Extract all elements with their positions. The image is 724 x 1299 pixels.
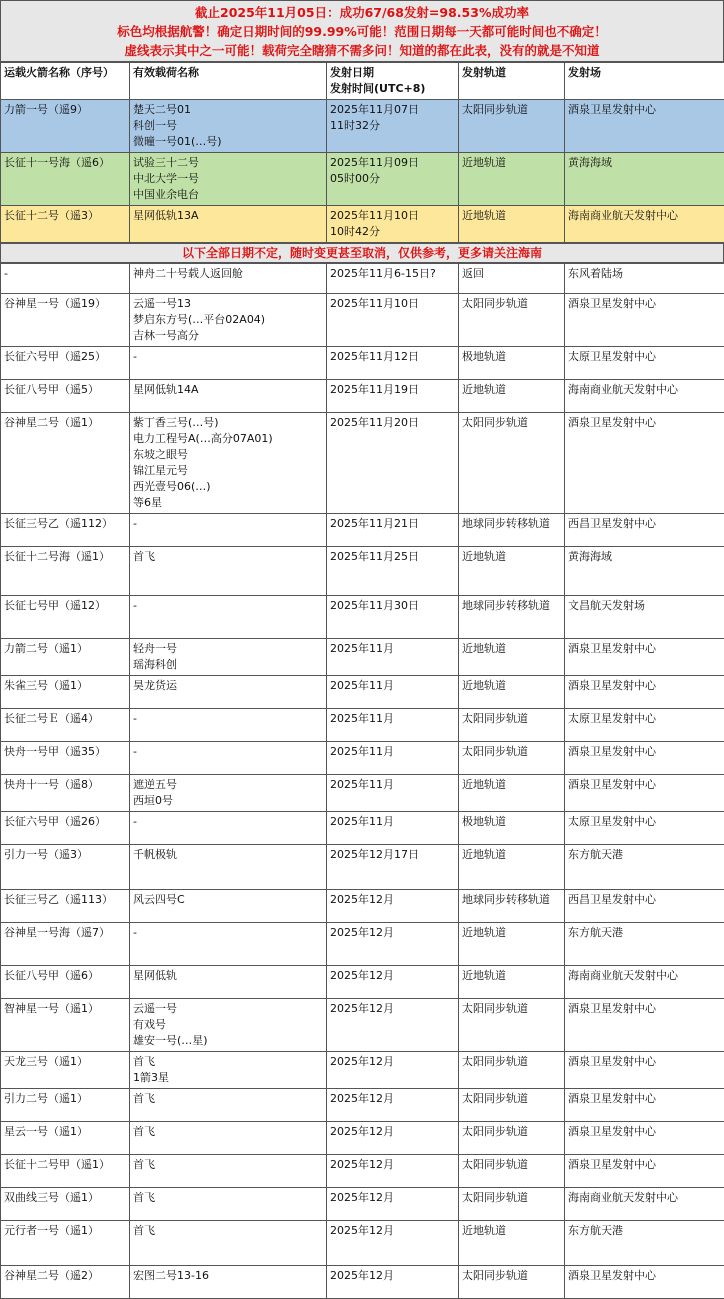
cell-date bbox=[327, 547, 459, 596]
cell-line: 科创一号 bbox=[133, 118, 323, 134]
table-row bbox=[1, 1155, 724, 1188]
cell-orbit: 太阳同步轨道 bbox=[459, 294, 565, 347]
cell-payload bbox=[130, 890, 327, 923]
cell-orbit: 太阳同步轨道 bbox=[459, 1122, 565, 1155]
cell-line: 2025年11月 bbox=[330, 711, 455, 727]
cell-line: 2025年12月 bbox=[330, 1268, 455, 1284]
cell-rocket: 朱雀三号（遥1） bbox=[1, 676, 130, 709]
cell-date bbox=[327, 709, 459, 742]
cell-line: 2025年12月 bbox=[330, 925, 455, 941]
cell-date bbox=[327, 742, 459, 775]
cell-rocket: 双曲线三号（遥1） bbox=[1, 1188, 130, 1221]
cell-line: 梦启东方号(…平台02A04) bbox=[133, 312, 323, 328]
cell-date bbox=[327, 775, 459, 812]
cell-orbit: 近地轨道 bbox=[459, 845, 565, 890]
cell-line: 首飞 bbox=[133, 1157, 323, 1173]
cell-rocket: 长征二号Ｅ（遥4） bbox=[1, 709, 130, 742]
cell-rocket: 长征三号乙（遥112） bbox=[1, 514, 130, 547]
cell-line: 2025年11月10日 bbox=[330, 296, 455, 312]
cell-payload bbox=[130, 966, 327, 999]
cell-line: 微曈一号01(…号) bbox=[133, 134, 323, 150]
cell-line: 风云四号C bbox=[133, 892, 323, 908]
cell-orbit: 太阳同步轨道 bbox=[459, 100, 565, 153]
table-row bbox=[1, 676, 724, 709]
cell-site: 酒泉卫星发射中心 bbox=[565, 1089, 724, 1122]
cell-rocket: 快舟十一号（遥8） bbox=[1, 775, 130, 812]
cell-payload bbox=[130, 514, 327, 547]
cell-line: 2025年12月 bbox=[330, 1124, 455, 1140]
cell-line: 2025年11月19日 bbox=[330, 382, 455, 398]
cell-orbit: 太阳同步轨道 bbox=[459, 742, 565, 775]
cell-orbit: 太阳同步轨道 bbox=[459, 709, 565, 742]
cell-line: 首飞 bbox=[133, 1054, 323, 1070]
cell-rocket: 谷神星一号海（遥7） bbox=[1, 923, 130, 966]
cell-site: 酒泉卫星发射中心 bbox=[565, 775, 724, 812]
cell-payload bbox=[130, 812, 327, 845]
cell-date bbox=[327, 1089, 459, 1122]
cell-payload bbox=[130, 1089, 327, 1122]
cell-date bbox=[327, 347, 459, 380]
table-row bbox=[1, 923, 724, 966]
cell-line: 西光壹号06(…) bbox=[133, 479, 323, 495]
cell-line: 2025年11月 bbox=[330, 814, 455, 830]
cell-line: 11时32分 bbox=[330, 118, 455, 134]
cell-rocket: 谷神星一号（遥19） bbox=[1, 294, 130, 347]
cell-date bbox=[327, 1122, 459, 1155]
summary-line: 截止2025年11月05日：成功67/68发射=98.53%成功率 bbox=[1, 1, 723, 22]
cell-orbit: 极地轨道 bbox=[459, 347, 565, 380]
title-banner bbox=[0, 0, 724, 62]
cell-line: 楚天二号01 bbox=[133, 102, 323, 118]
cell-line: 2025年11月 bbox=[330, 678, 455, 694]
table-row bbox=[1, 206, 724, 243]
cell-date bbox=[327, 1188, 459, 1221]
cell-site: 太原卫星发射中心 bbox=[565, 709, 724, 742]
cell-rocket: 长征八号甲（遥6） bbox=[1, 966, 130, 999]
cell-payload bbox=[130, 347, 327, 380]
cell-site: 西昌卫星发射中心 bbox=[565, 514, 724, 547]
cell-site: 东方航天港 bbox=[565, 845, 724, 890]
cell-line: 云遥一号13 bbox=[133, 296, 323, 312]
cell-line: 2025年12月 bbox=[330, 1001, 455, 1017]
cell-payload bbox=[130, 845, 327, 890]
cell-rocket: 长征六号甲（遥26） bbox=[1, 812, 130, 845]
cell-payload bbox=[130, 923, 327, 966]
cell-rocket: 长征十二号甲（遥1） bbox=[1, 1155, 130, 1188]
cell-payload bbox=[130, 206, 327, 243]
cell-line: 2025年11月21日 bbox=[330, 516, 455, 532]
cell-rocket: 长征八号甲（遥5） bbox=[1, 380, 130, 413]
cell-orbit: 太阳同步轨道 bbox=[459, 999, 565, 1052]
col-orbit: 发射轨道 bbox=[459, 63, 565, 100]
cell-date bbox=[327, 264, 459, 294]
cell-orbit: 太阳同步轨道 bbox=[459, 1266, 565, 1299]
cell-rocket: 快舟一号甲（遥35） bbox=[1, 742, 130, 775]
cell-line: 1箭3星 bbox=[133, 1070, 323, 1086]
cell-rocket: 天龙三号（遥1） bbox=[1, 1052, 130, 1089]
cell-site: 酒泉卫星发射中心 bbox=[565, 1155, 724, 1188]
cell-orbit: 近地轨道 bbox=[459, 775, 565, 812]
cell-site: 太原卫星发射中心 bbox=[565, 347, 724, 380]
cell-rocket: 力箭一号（遥9） bbox=[1, 100, 130, 153]
table-row bbox=[1, 294, 724, 347]
cell-rocket: 引力二号（遥1） bbox=[1, 1089, 130, 1122]
table-row bbox=[1, 153, 724, 206]
cell-date bbox=[327, 639, 459, 676]
table-row bbox=[1, 1221, 724, 1266]
cell-site: 海南商业航天发射中心 bbox=[565, 1188, 724, 1221]
cell-payload bbox=[130, 676, 327, 709]
cell-rocket: 谷神星二号（遥2） bbox=[1, 1266, 130, 1299]
cell-orbit: 近地轨道 bbox=[459, 206, 565, 243]
cell-orbit: 近地轨道 bbox=[459, 153, 565, 206]
cell-payload bbox=[130, 775, 327, 812]
cell-payload bbox=[130, 413, 327, 514]
cell-payload bbox=[130, 1122, 327, 1155]
cell-line: 2025年12月 bbox=[330, 1190, 455, 1206]
cell-orbit: 极地轨道 bbox=[459, 812, 565, 845]
cell-orbit: 近地轨道 bbox=[459, 966, 565, 999]
cell-orbit: 近地轨道 bbox=[459, 676, 565, 709]
cell-line: 2025年12月 bbox=[330, 1157, 455, 1173]
cell-orbit: 近地轨道 bbox=[459, 923, 565, 966]
table-row bbox=[1, 1266, 724, 1299]
cell-line: 等6星 bbox=[133, 495, 323, 511]
cell-rocket: 长征十一号海（遥6） bbox=[1, 153, 130, 206]
cell-line: - bbox=[133, 744, 323, 760]
cell-date bbox=[327, 1221, 459, 1266]
cell-site: 海南商业航天发射中心 bbox=[565, 966, 724, 999]
cell-line: 2025年11月 bbox=[330, 641, 455, 657]
cell-payload bbox=[130, 264, 327, 294]
column-header-row bbox=[1, 63, 724, 100]
cell-date bbox=[327, 1052, 459, 1089]
table-row bbox=[1, 1122, 724, 1155]
table-row bbox=[1, 1188, 724, 1221]
cell-line: 轻舟一号 bbox=[133, 641, 323, 657]
cell-date bbox=[327, 676, 459, 709]
cell-site: 海南商业航天发射中心 bbox=[565, 206, 724, 243]
cell-rocket: 长征六号甲（遥25） bbox=[1, 347, 130, 380]
cell-line: - bbox=[133, 814, 323, 830]
cell-site: 酒泉卫星发射中心 bbox=[565, 676, 724, 709]
table-row bbox=[1, 547, 724, 596]
cell-line: - bbox=[133, 516, 323, 532]
cell-payload bbox=[130, 1188, 327, 1221]
cell-payload bbox=[130, 639, 327, 676]
cell-line: 星网低轨14A bbox=[133, 382, 323, 398]
cell-orbit: 太阳同步轨道 bbox=[459, 1188, 565, 1221]
cell-site: 文昌航天发射场 bbox=[565, 596, 724, 639]
cell-site: 海南商业航天发射中心 bbox=[565, 380, 724, 413]
cell-line: 电力工程号A(…高分07A01) bbox=[133, 431, 323, 447]
cell-line: 遮逆五号 bbox=[133, 777, 323, 793]
cell-line: 千帆极轨 bbox=[133, 847, 323, 863]
tentative-schedule-table bbox=[0, 263, 724, 1299]
cell-date bbox=[327, 380, 459, 413]
cell-date bbox=[327, 845, 459, 890]
cell-line: 2025年12月 bbox=[330, 892, 455, 908]
cell-date bbox=[327, 596, 459, 639]
cell-date bbox=[327, 100, 459, 153]
cell-line: 2025年12月 bbox=[330, 1054, 455, 1070]
cell-site: 酒泉卫星发射中心 bbox=[565, 100, 724, 153]
cell-line: 雄安一号(…星) bbox=[133, 1033, 323, 1049]
cell-line: 2025年11月09日 bbox=[330, 155, 455, 171]
cell-payload bbox=[130, 1266, 327, 1299]
cell-line: 2025年11月20日 bbox=[330, 415, 455, 431]
warning-line-2: 虚线表示其中之一可能！载荷完全瞎猜不需多问！知道的都在此表，没有的就是不知道 bbox=[1, 41, 723, 60]
cell-line: 2025年12月 bbox=[330, 968, 455, 984]
cell-orbit: 近地轨道 bbox=[459, 1221, 565, 1266]
cell-line: 星网低轨13A bbox=[133, 208, 323, 224]
cell-line: 2025年11月6-15日? bbox=[330, 266, 455, 282]
cell-line: 10时42分 bbox=[330, 224, 455, 240]
cell-orbit: 地球同步转移轨道 bbox=[459, 890, 565, 923]
cell-date bbox=[327, 514, 459, 547]
table-row bbox=[1, 775, 724, 812]
cell-rocket: 星云一号（遥1） bbox=[1, 1122, 130, 1155]
cell-line: 中北大学一号 bbox=[133, 171, 323, 187]
cell-orbit: 返回 bbox=[459, 264, 565, 294]
cell-rocket: 元行者一号（遥1） bbox=[1, 1221, 130, 1266]
cell-payload bbox=[130, 709, 327, 742]
table-row bbox=[1, 100, 724, 153]
cell-line: 2025年11月 bbox=[330, 777, 455, 793]
cell-site: 酒泉卫星发射中心 bbox=[565, 1266, 724, 1299]
cell-orbit: 地球同步转移轨道 bbox=[459, 514, 565, 547]
table-row bbox=[1, 812, 724, 845]
cell-site: 酒泉卫星发射中心 bbox=[565, 742, 724, 775]
cell-payload bbox=[130, 742, 327, 775]
cell-payload bbox=[130, 999, 327, 1052]
launch-schedule-table bbox=[0, 62, 724, 243]
cell-line: 有戏号 bbox=[133, 1017, 323, 1033]
cell-line: 西垣0号 bbox=[133, 793, 323, 809]
table-row bbox=[1, 413, 724, 514]
col-payload: 有效载荷名称 bbox=[130, 63, 327, 100]
cell-line: 星网低轨 bbox=[133, 968, 323, 984]
col-date: 发射日期 发射时间(UTC+8) bbox=[327, 63, 459, 100]
table-row bbox=[1, 845, 724, 890]
table-row bbox=[1, 742, 724, 775]
cell-line: 2025年11月12日 bbox=[330, 349, 455, 365]
cell-payload bbox=[130, 1052, 327, 1089]
cell-payload bbox=[130, 596, 327, 639]
cell-line: 首飞 bbox=[133, 549, 323, 565]
cell-line: 云遥一号 bbox=[133, 1001, 323, 1017]
cell-orbit: 地球同步转移轨道 bbox=[459, 596, 565, 639]
cell-line: 2025年12月 bbox=[330, 1223, 455, 1239]
cell-site: 酒泉卫星发射中心 bbox=[565, 639, 724, 676]
col-site: 发射场 bbox=[565, 63, 724, 100]
table-row bbox=[1, 596, 724, 639]
cell-line: 试验三十二号 bbox=[133, 155, 323, 171]
cell-orbit: 近地轨道 bbox=[459, 547, 565, 596]
cell-site: 酒泉卫星发射中心 bbox=[565, 999, 724, 1052]
cell-date bbox=[327, 153, 459, 206]
cell-line: 首飞 bbox=[133, 1190, 323, 1206]
cell-line: - bbox=[133, 598, 323, 614]
cell-rocket: 长征十二号海（遥1） bbox=[1, 547, 130, 596]
table-row bbox=[1, 380, 724, 413]
cell-date bbox=[327, 1266, 459, 1299]
cell-line: 2025年12月 bbox=[330, 1091, 455, 1107]
cell-line: 2025年12月17日 bbox=[330, 847, 455, 863]
cell-line: 2025年11月30日 bbox=[330, 598, 455, 614]
cell-line: 瑶海科创 bbox=[133, 657, 323, 673]
cell-line: 宏图二号13-16 bbox=[133, 1268, 323, 1284]
cell-site: 东方航天港 bbox=[565, 1221, 724, 1266]
cell-line: 锦江星元号 bbox=[133, 463, 323, 479]
cell-date bbox=[327, 294, 459, 347]
cell-site: 东方航天港 bbox=[565, 923, 724, 966]
cell-site: 酒泉卫星发射中心 bbox=[565, 1122, 724, 1155]
cell-date bbox=[327, 923, 459, 966]
cell-site: 黄海海域 bbox=[565, 547, 724, 596]
cell-line: 2025年11月10日 bbox=[330, 208, 455, 224]
cell-site: 东风着陆场 bbox=[565, 264, 724, 294]
cell-orbit: 太阳同步轨道 bbox=[459, 1089, 565, 1122]
cell-site: 酒泉卫星发射中心 bbox=[565, 294, 724, 347]
cell-orbit: 太阳同步轨道 bbox=[459, 1155, 565, 1188]
table-row bbox=[1, 514, 724, 547]
cell-line: 首飞 bbox=[133, 1124, 323, 1140]
cell-line: 2025年11月07日 bbox=[330, 102, 455, 118]
cell-date bbox=[327, 413, 459, 514]
table-row bbox=[1, 347, 724, 380]
cell-rocket: 谷神星二号（遥1） bbox=[1, 413, 130, 514]
cell-date bbox=[327, 1155, 459, 1188]
cell-rocket: 长征七号甲（遥12） bbox=[1, 596, 130, 639]
cell-line: 东坡之眼号 bbox=[133, 447, 323, 463]
col-rocket: 运载火箭名称（序号） bbox=[1, 63, 130, 100]
cell-line: 2025年11月25日 bbox=[330, 549, 455, 565]
cell-line: 首飞 bbox=[133, 1091, 323, 1107]
table-row bbox=[1, 1052, 724, 1089]
cell-payload bbox=[130, 1155, 327, 1188]
cell-rocket: 智神星一号（遥1） bbox=[1, 999, 130, 1052]
cell-line: - bbox=[133, 925, 323, 941]
cell-rocket: 长征十二号（遥3） bbox=[1, 206, 130, 243]
cell-rocket: - bbox=[1, 264, 130, 294]
cell-site: 酒泉卫星发射中心 bbox=[565, 1052, 724, 1089]
cell-orbit: 近地轨道 bbox=[459, 380, 565, 413]
notice-banner: 以下全部日期不定，随时变更甚至取消，仅供参考，更多请关注海南 bbox=[0, 243, 724, 263]
table-row bbox=[1, 264, 724, 294]
cell-line: 中国业余电台 bbox=[133, 187, 323, 203]
cell-payload bbox=[130, 100, 327, 153]
cell-line: 昊龙货运 bbox=[133, 678, 323, 694]
cell-payload bbox=[130, 294, 327, 347]
table-row bbox=[1, 999, 724, 1052]
cell-line: 吉林一号高分 bbox=[133, 328, 323, 344]
cell-orbit: 近地轨道 bbox=[459, 639, 565, 676]
cell-line: 首飞 bbox=[133, 1223, 323, 1239]
cell-orbit: 太阳同步轨道 bbox=[459, 413, 565, 514]
table-row bbox=[1, 966, 724, 999]
cell-line: 2025年11月 bbox=[330, 744, 455, 760]
cell-payload bbox=[130, 153, 327, 206]
cell-site: 酒泉卫星发射中心 bbox=[565, 413, 724, 514]
cell-rocket: 力箭二号（遥1） bbox=[1, 639, 130, 676]
cell-site: 太原卫星发射中心 bbox=[565, 812, 724, 845]
cell-site: 黄海海域 bbox=[565, 153, 724, 206]
cell-line: 神舟二十号载人返回舱 bbox=[133, 266, 323, 282]
cell-line: 紫丁香三号(…号) bbox=[133, 415, 323, 431]
cell-date bbox=[327, 890, 459, 923]
cell-date bbox=[327, 999, 459, 1052]
table-row bbox=[1, 890, 724, 923]
cell-line: - bbox=[133, 711, 323, 727]
cell-date bbox=[327, 206, 459, 243]
cell-orbit: 太阳同步轨道 bbox=[459, 1052, 565, 1089]
cell-line: 05时00分 bbox=[330, 171, 455, 187]
warning-line-1: 标色均根据航警！确定日期时间的99.99%可能！范围日期每一天都可能时间也不确定！ bbox=[1, 22, 723, 41]
cell-line: - bbox=[133, 349, 323, 365]
cell-payload bbox=[130, 380, 327, 413]
cell-rocket: 引力一号（遥3） bbox=[1, 845, 130, 890]
table-row bbox=[1, 1089, 724, 1122]
table-row bbox=[1, 639, 724, 676]
cell-payload bbox=[130, 547, 327, 596]
cell-rocket: 长征三号乙（遥113） bbox=[1, 890, 130, 923]
table-row bbox=[1, 709, 724, 742]
cell-date bbox=[327, 966, 459, 999]
cell-site: 西昌卫星发射中心 bbox=[565, 890, 724, 923]
cell-date bbox=[327, 812, 459, 845]
cell-payload bbox=[130, 1221, 327, 1266]
